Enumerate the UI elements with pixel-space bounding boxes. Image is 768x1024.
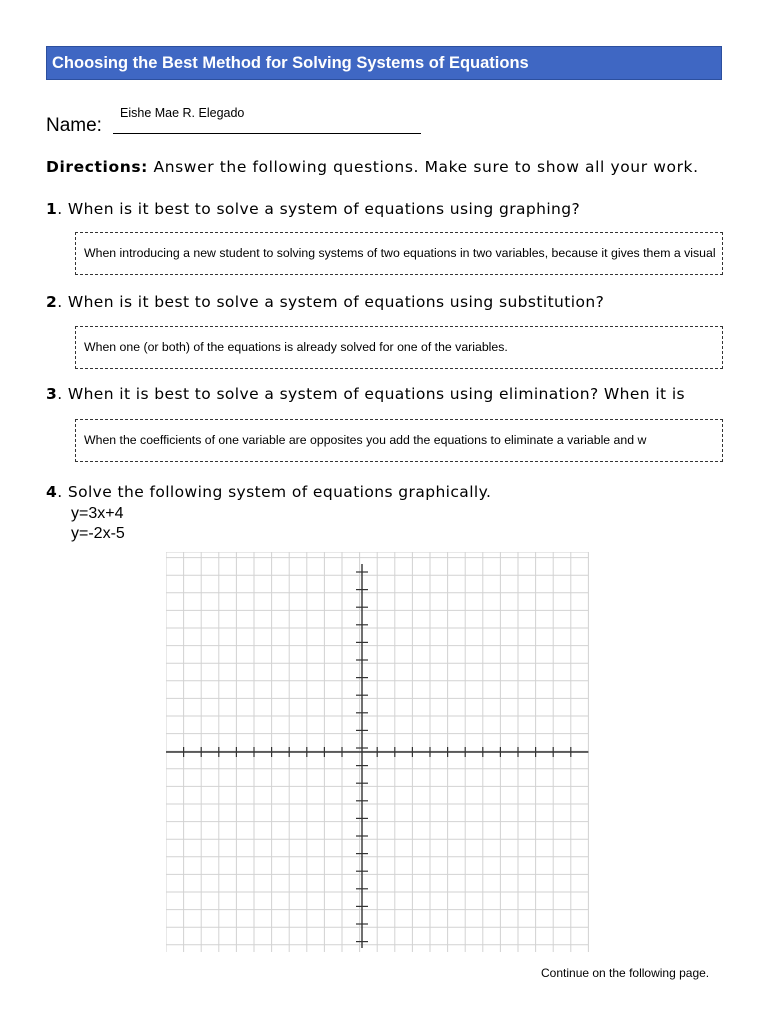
question-2: 2. When is it best to solve a system of equations using substitution? (46, 293, 605, 311)
question-2-text: When is it best to solve a system of equations using substitution? (67, 293, 605, 311)
coordinate-grid[interactable] (166, 552, 592, 952)
question-3-text: When it is best to solve a system of equations using elimination? When it is (67, 385, 686, 403)
directions-text: Answer the following questions. Make sure to show all your work. (153, 158, 699, 176)
name-label: Name: (46, 115, 102, 136)
directions (46, 158, 699, 176)
question-4-number: 4 (46, 483, 58, 501)
answer-2-box[interactable]: When one (or both) of the equations is already solved for one of the variables. (75, 326, 723, 369)
student-name-value: Eishe Mae R. Elegado (120, 106, 245, 120)
name-underline (113, 133, 421, 134)
equation-1: y=3x+4 (71, 505, 124, 522)
directions-label: Directions: (46, 158, 148, 176)
continue-note: Continue on the following page. (541, 966, 710, 980)
question-1-text: When is it best to solve a system of equations using graphing? (67, 200, 581, 218)
question-3: 3. When it is best to solve a system of equations using elimination? When it is (46, 385, 686, 403)
answer-3-box[interactable]: When the coefficients of one variable are opposites you add the equations to eliminate a variable and w (75, 419, 723, 462)
question-1-number: 1 (46, 200, 58, 218)
question-1: 1. When is it best to solve a system of equations using graphing? (46, 200, 581, 218)
question-2-number: 2 (46, 293, 58, 311)
question-4: 4. Solve the following system of equations graphically. (46, 483, 492, 501)
equation-2: y=-2x-5 (71, 525, 125, 542)
answer-1-box[interactable]: When introducing a new student to solving systems of two equations in two variables, because it gives them a visual (75, 232, 723, 275)
worksheet-title: Choosing the Best Method for Solving Systems of Equations (46, 46, 722, 80)
question-3-number: 3 (46, 385, 58, 403)
question-4-text: Solve the following system of equations graphically. (67, 483, 492, 501)
